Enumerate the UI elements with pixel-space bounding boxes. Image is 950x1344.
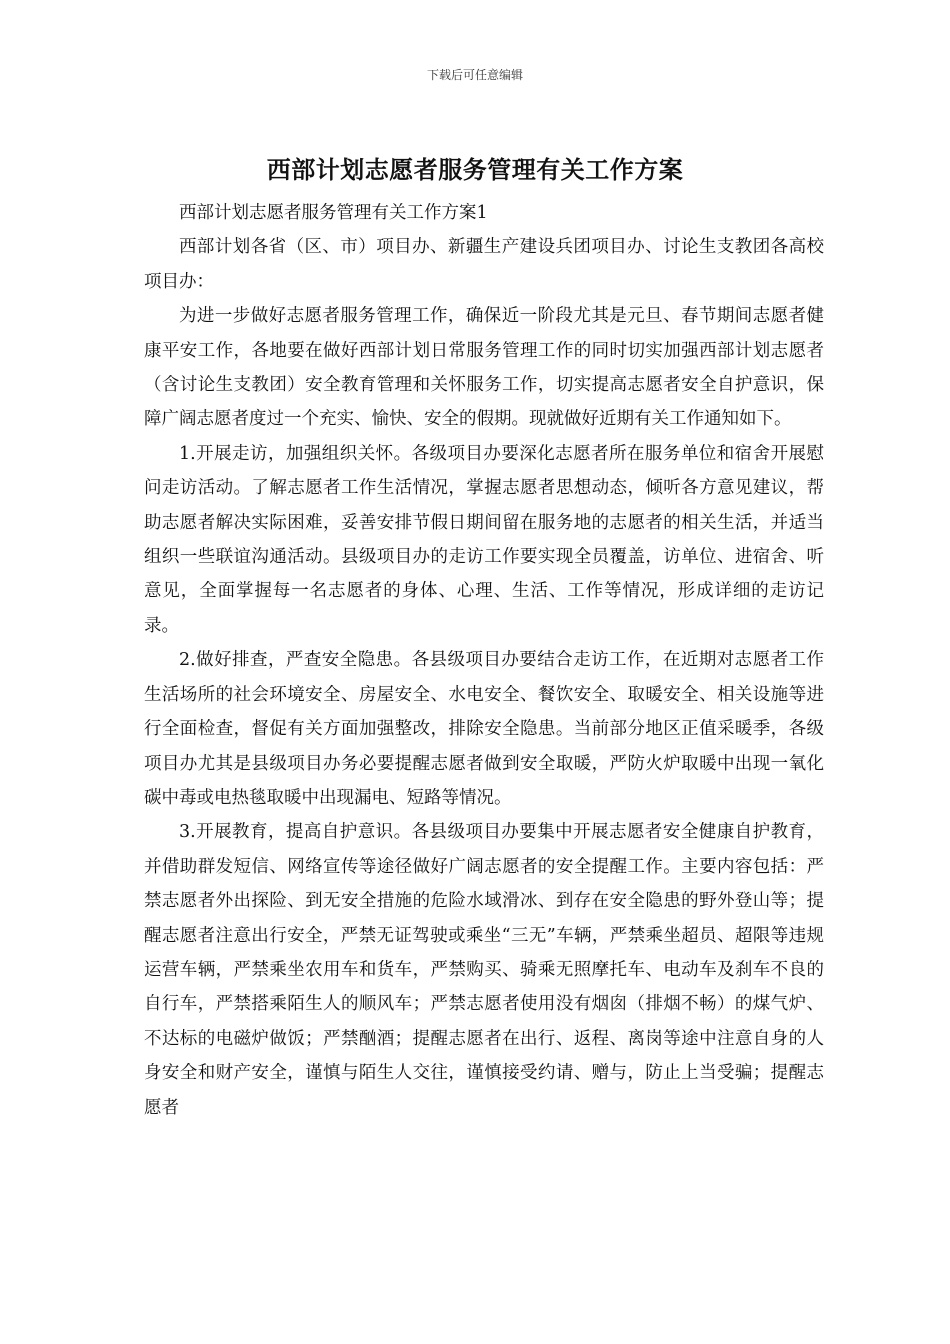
paragraph-item-2: 2.做好排查，严查安全隐患。各县级项目办要结合走访工作，在近期对志愿者工作生活场所的社会环境安全、房屋安全、水电安全、餐饮安全、取暖安全、相关设施等进行全面检查，督促有关方面加强整改，排除安全隐患。当前部分地区正值采暖季，各级项目办尤其是县级项目办务必要提醒志愿者做到安全取暖，严防火炉取暖中出现一氧化碳中毒或电热毯取暖中出现漏电、短路等情况。 (144, 650, 824, 808)
header-note: 下载后可任意编辑 (426, 68, 523, 82)
paragraph-item-1: 1.开展走访，加强组织关怀。各级项目办要深化志愿者所在服务单位和宿舍开展慰问走访活动。了解志愿者工作生活情况，掌握志愿者思想动态，倾听各方意见建议，帮助志愿者解决实际困难，妥善安排节假日期间留在服务地的志愿者的相关生活，并适当组织一些联谊沟通活动。县级项目办的走访工作要实现全员覆盖，访单位、进宿舍、听意见，全面掌握每一名志愿者的身体、心理、生活、工作等情况，形成详细的走访记录。 (144, 443, 824, 636)
document-title: 西部计划志愿者服务管理有关工作方案 (266, 156, 684, 184)
paragraph-item-3: 3.开展教育，提高自护意识。各县级项目办要集中开展志愿者安全健康自护教育，并借助群发短信、网络宣传等途径做好广阔志愿者的安全提醒工作。主要内容包括：严禁志愿者外出探险、到无安全措施的危险水域滑冰、到存在安全隐患的野外登山等；提醒志愿者注意出行安全，严禁无证驾驶或乘坐“三无”车辆，严禁乘坐超员、超限等违规运营车辆，严禁乘坐农用车和货车，严禁购买、骑乘无照摩托车、电动车及刹车不良的自行车，严禁搭乘陌生人的顺风车；严禁志愿者使用没有烟囱（排烟不畅）的煤气炉、不达标的电磁炉做饭；严禁酗酒；提醒志愿者在出行、返程、离岗等途中注意自身的人身安全和财产安全，谨慎与陌生人交往，谨慎接受约请、赠与，防止上当受骗；提醒志愿者 (144, 822, 824, 1118)
document-body (144, 196, 824, 1125)
paragraph-subtitle: 西部计划志愿者服务管理有关工作方案1 (179, 203, 488, 223)
paragraph-recipients: 西部计划各省（区、市）项目办、新疆生产建设兵团项目办、讨论生支教团各高校项目办： (144, 237, 824, 292)
paragraph-intro: 为进一步做好志愿者服务管理工作，确保近一阶段尤其是元旦、春节期间志愿者健康平安工作，各地要在做好西部计划日常服务管理工作的同时切实加强西部计划志愿者（含讨论生支教团）安全教育管理和关怀服务工作，切实提高志愿者安全自护意识，保障广阔志愿者度过一个充实、愉快、安全的假期。现就做好近期有关工作通知如下。 (144, 306, 824, 430)
